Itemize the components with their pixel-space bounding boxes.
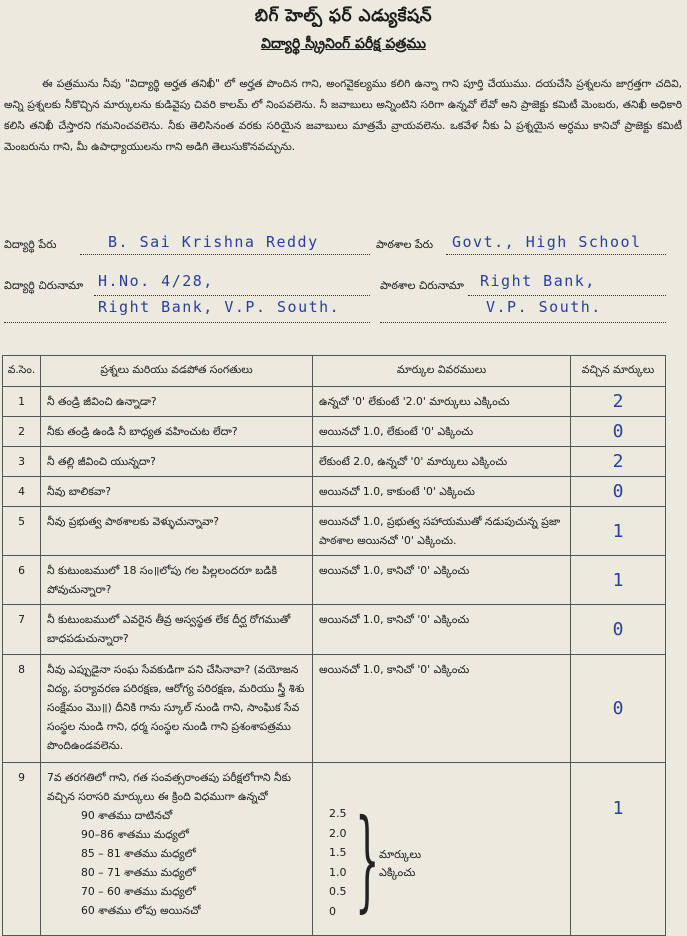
- header-criteria: మార్కుల వివరములు: [313, 356, 571, 387]
- student-address-label: విద్యార్థి చిరునామా: [4, 279, 84, 292]
- slab-mark-6: 0: [329, 904, 336, 918]
- header-marks: వచ్చిన మార్కులు: [571, 356, 666, 387]
- row-number: 9: [3, 763, 41, 936]
- school-address-value-1[interactable]: Right Bank,: [480, 272, 596, 290]
- row-number: 2: [3, 417, 41, 447]
- slab-range-6: 60 శాతము లోపు అయినచో: [81, 904, 201, 917]
- school-address-label: పాఠశాల చిరునామా: [380, 279, 464, 292]
- row-question: నీ కుటుంబములో 18 సం॥లోపు గల పిల్లలందరూ బడికి పోవుచున్నారా?: [41, 556, 313, 605]
- row-mark[interactable]: 2: [571, 447, 666, 477]
- table-header-row: [3, 356, 666, 387]
- table-row: [3, 655, 666, 763]
- school-name-label: పాఠశాల పేరు: [376, 238, 434, 251]
- table-row: [3, 447, 666, 477]
- row-mark[interactable]: 1: [571, 763, 666, 936]
- slab-marks-block: [319, 795, 564, 930]
- row-question: నీ తల్లి జీవించి యున్నదా?: [41, 447, 313, 477]
- row-mark[interactable]: 1: [571, 507, 666, 556]
- row-criteria: అయినచో 1.0, కానిచో '0' ఎక్కించు: [313, 605, 571, 655]
- row-question: నీ తండ్రి జీవించి ఉన్నాడా?: [41, 387, 313, 417]
- row-criteria: అయినచో 1.0, కానిచో '0' ఎక్కించు: [313, 655, 571, 763]
- table-row: [3, 417, 666, 447]
- row-number: 7: [3, 605, 41, 655]
- row-mark[interactable]: 0: [571, 417, 666, 447]
- table-row: [3, 477, 666, 507]
- slab-range-4: 80 – 71 శాతము మధ్యలో: [81, 866, 196, 879]
- slab-range-2: 90–86 శాతము మధ్యలో: [81, 828, 189, 841]
- school-name-value[interactable]: Govt., High School: [452, 233, 642, 251]
- row-mark[interactable]: 1: [571, 556, 666, 605]
- slab-range-3: 85 – 81 శాతము మధ్యలో: [81, 847, 196, 860]
- form-title: బిగ్ హెల్ప్ ఫర్ ఎడ్యుకేషన్: [254, 6, 433, 26]
- row-criteria: అయినచో 1.0, కానిచో '0' ఎక్కించు: [313, 556, 571, 605]
- row-number: 5: [3, 507, 41, 556]
- row-criteria: అయినచో 1.0, ప్రభుత్వ సహాయముతో నడుపుచున్న ప్రజా పాఠశాల అయినచో '0' ఎక్కించు.: [313, 507, 571, 556]
- row-question: నీవు బాలికవా?: [41, 477, 313, 507]
- row-question: నీ కుటుంబములో ఎవరైన తీవ్ర అస్వస్థత లేక దీర్ఘ రోగముతో బాధపడుచున్నారా?: [41, 605, 313, 655]
- slab-range-1: 90 శాతము దాటినచో: [81, 809, 173, 822]
- row-criteria: అయినచో 1.0, లేకుంటే '0' ఎక్కించు: [313, 417, 571, 447]
- row-criteria: [313, 763, 571, 936]
- school-name-line: [446, 254, 666, 255]
- student-name-line: [80, 254, 370, 255]
- slab-mark-5: 0.5: [329, 885, 347, 898]
- row-question-text: 7వ తరగతిలో గాని, గత సంవత్సరాంతపు పరీక్షలోగాని నీకు వచ్చిన సరాసరి మార్కులు ఈ క్రింది విధముగా ఉన్నచో: [47, 771, 292, 803]
- row-number: 8: [3, 655, 41, 763]
- row-question: [41, 763, 313, 936]
- school-address-line-1: [468, 295, 666, 296]
- slab-mark-2: 2.0: [329, 826, 347, 840]
- row-number: 1: [3, 387, 41, 417]
- screening-table: [2, 355, 666, 936]
- table-row: [3, 387, 666, 417]
- slab-mark-1: 2.5: [329, 807, 347, 820]
- school-address-value-2[interactable]: V.P. South.: [486, 298, 602, 316]
- table-row: [3, 763, 666, 936]
- instructions-paragraph: ఈ పత్రమును నీవు "విద్యార్థి అర్హత తనిఖీ" లో అర్హత పొందిన గాని, అంగవైకల్యము కలిగి ఉన్నా గాని పూర్తి చేయుము. దయచేసి ప్రశ్నలను జాగ్రత్తగా చదివి, అన్ని ప్రశ్నలకు నీకొచ్చిన మార్కులను కుడివైపు చివరి కాలమ్ లో నింపవలెను. నీ జవాబులు అన్నింటిని సరిగా ఉన్నవో లేవో అని ప్రాజెక్టు కమిటీ మెంబరు, తనిఖీ అధికారి కలిసి తనిఖీ చేస్తారని గమనించవలెను. నీకు తెలిసినంత వరకు సరియైన జవాబులు మాత్రమే వ్రాయవలెను. ఒకవేళ నీకు ఏ ప్రశ్నయైన అర్ధము కానిచో ప్రాజెక్టు కమిటీ మెంబరును గాని, మీ ఉపాధ్యాయులను గాని అడిగి తెలుసుకొనవచ్చును.: [4, 78, 682, 153]
- student-name-value[interactable]: B. Sai Krishna Reddy: [108, 233, 319, 251]
- row-mark[interactable]: 0: [571, 655, 666, 763]
- row-criteria: ఉన్నచో '0' లేకుంటే '2.0' మార్కులు ఎక్కించు: [313, 387, 571, 417]
- row-number: 4: [3, 477, 41, 507]
- row-mark[interactable]: 2: [571, 387, 666, 417]
- form-subtitle: విద్యార్థి స్క్రీనింగ్ పరీక్ష పత్రము: [261, 36, 426, 52]
- row-criteria: అయినచో 1.0, కాకుంటే '0' ఎక్కించు: [313, 477, 571, 507]
- row-question: నీవు ప్రభుత్వ పాఠశాలకు వెళ్ళుచున్నావా?: [41, 507, 313, 556]
- slab-mark-3: 1.5: [329, 846, 347, 859]
- student-name-label: విద్యార్థి పేరు: [4, 238, 57, 251]
- table-row: [3, 605, 666, 655]
- curly-brace-icon: }: [355, 795, 380, 923]
- row-number: 3: [3, 447, 41, 477]
- row-question: నీకు తండ్రి ఉండి నీ బాధ్యత వహించుట లేదా?: [41, 417, 313, 447]
- header-serial: వ.సెం.: [3, 356, 41, 387]
- row-number: 6: [3, 556, 41, 605]
- header-question: ప్రశ్నలు మరియు వడపోత సంగతులు: [41, 356, 313, 387]
- row-mark[interactable]: 0: [571, 477, 666, 507]
- student-address-value-2[interactable]: Right Bank, V.P. South.: [98, 298, 341, 316]
- slab-mark-4: 1.0: [329, 865, 347, 879]
- table-row: [3, 556, 666, 605]
- student-address-line-2: [4, 322, 370, 323]
- row-criteria: లేకుంటే 2.0, ఉన్నచో '0' మార్కులు ఎక్కించు: [313, 447, 571, 477]
- slab-note: మార్కులు ఎక్కించు: [379, 848, 422, 879]
- student-address-value-1[interactable]: H.No. 4/28,: [98, 272, 214, 290]
- row-question: నీవు ఎప్పుడైనా సంఘ సేవకుడిగా పని చేసినావా? (వయోజన విద్య, పర్యావరణ పరిరక్షణ, ఆరోగ్య పరిరక్షణ, మరియు స్త్రీ శిశు సంక్షేమం మొ॥) దీనికి గాను స్కూల్ నుండి గాని, సాంఘిక సేవ సంస్థల నుండి గాని, ధర్మ సంస్థల నుండి గాని ప్రశంశాపత్రము పొందిఉండవలెను.: [41, 655, 313, 763]
- school-address-line-2: [380, 322, 666, 323]
- slab-range-5: 70 – 60 శాతము మధ్యలో: [81, 885, 196, 898]
- student-address-line-1: [94, 295, 370, 296]
- slab-marks-list: [329, 804, 347, 921]
- table-row: [3, 507, 666, 556]
- row-mark[interactable]: 0: [571, 605, 666, 655]
